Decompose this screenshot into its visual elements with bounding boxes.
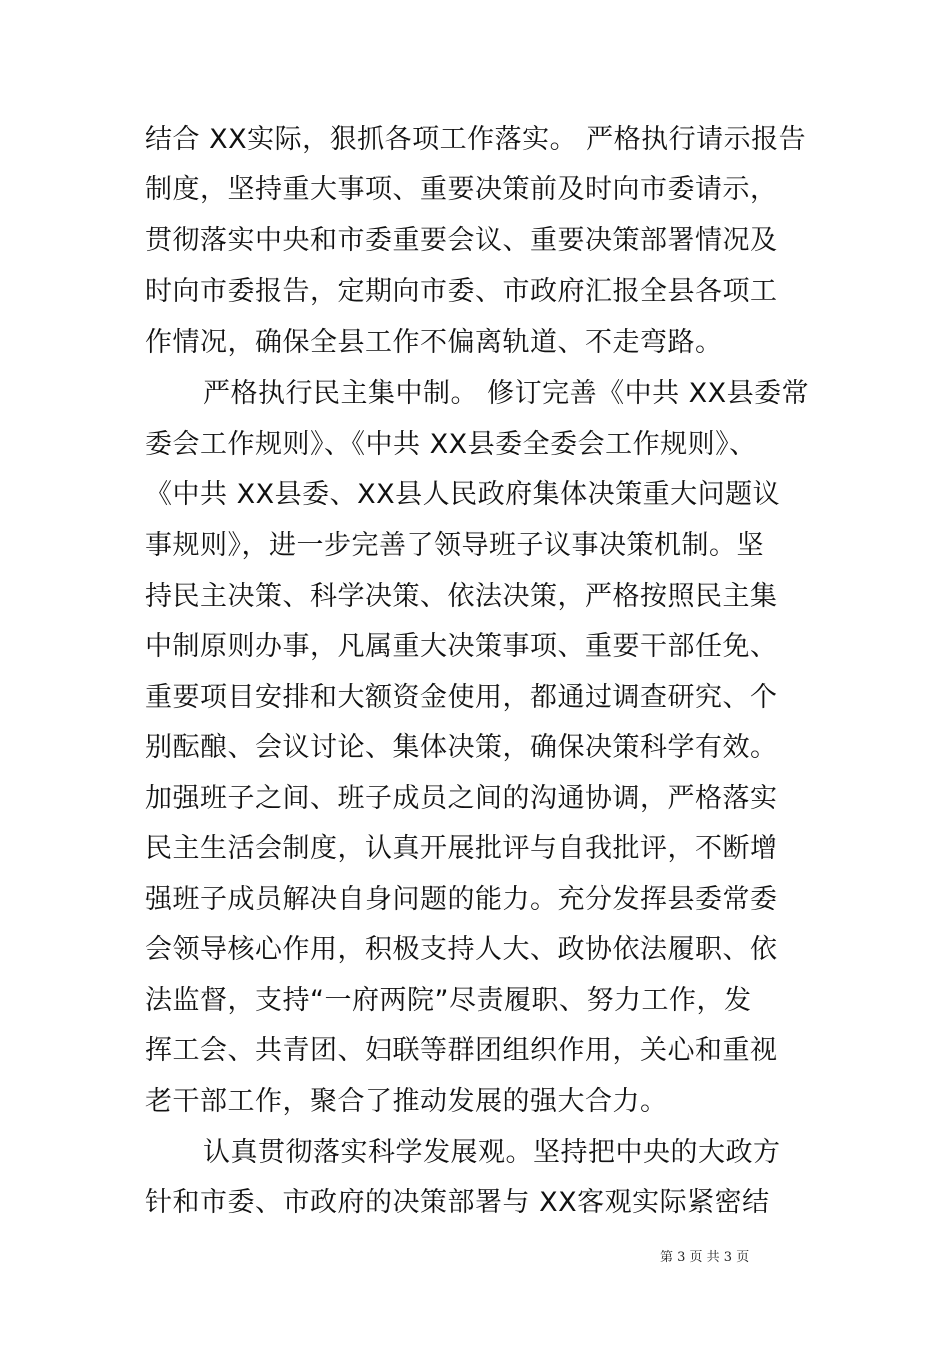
text-line-18: 法监督，支持“一府两院”尽责履职、努力工作，发: [145, 985, 752, 1016]
page-number-footer: 第 3 页 共 3 页: [660, 1250, 750, 1265]
text-line-2: 制度，坚持重大事项、重要决策前及时向市委请示，: [145, 174, 778, 205]
text-line-14: 加强班子之间、班子成员之间的沟通协调，严格落实: [145, 783, 778, 814]
text-line-4: 时向市委报告，定期向市委、市政府汇报全县各项工: [145, 276, 778, 307]
text-line-12: 重要项目安排和大额资金使用，都通过调查研究、个: [145, 682, 778, 713]
text-line-19: 挥工会、共青团、妇联等群团组织作用，关心和重视: [145, 1035, 778, 1066]
text-line-20: 老干部工作，聚合了推动发展的强大合力。: [145, 1086, 668, 1117]
text-line-9: 事规则》，进一步完善了领导班子议事决策机制。坚: [145, 530, 764, 561]
text-line-21: 认真贯彻落实科学发展观。坚持把中央的大政方: [203, 1137, 781, 1168]
text-line-8: 《中共 XX县委、XX县人民政府集体决策重大问题议: [145, 479, 781, 510]
text-line-11: 中制原则办事，凡属重大决策事项、重要干部任免、: [145, 631, 778, 662]
text-line-3: 贯彻落实中央和市委重要会议、重要决策部署情况及: [145, 225, 778, 256]
text-line-15: 民主生活会制度，认真开展批评与自我批评，不断增: [145, 833, 778, 864]
text-line-5: 作情况，确保全县工作不偏离轨道、不走弯路。: [145, 327, 723, 358]
text-line-22: 针和市委、市政府的决策部署与 XX客观实际紧密结: [145, 1187, 770, 1218]
text-line-7: 委会工作规则》、《中共 XX县委全委会工作规则》、: [145, 429, 757, 460]
text-line-13: 别酝酿、会议讨论、集体决策，确保决策科学有效。: [145, 732, 778, 763]
text-line-1: 结合 XX实际，狠抓各项工作落实。 严格执行请示报告: [145, 124, 807, 155]
text-line-10: 持民主决策、科学决策、依法决策，严格按照民主集: [145, 581, 778, 612]
text-line-16: 强班子成员解决自身问题的能力。充分发挥县委常委: [145, 884, 778, 915]
text-line-17: 会领导核心作用，积极支持人大、政协依法履职、依: [145, 934, 778, 965]
text-line-6: 严格执行民主集中制。 修订完善《中共 XX县委常: [203, 378, 810, 409]
